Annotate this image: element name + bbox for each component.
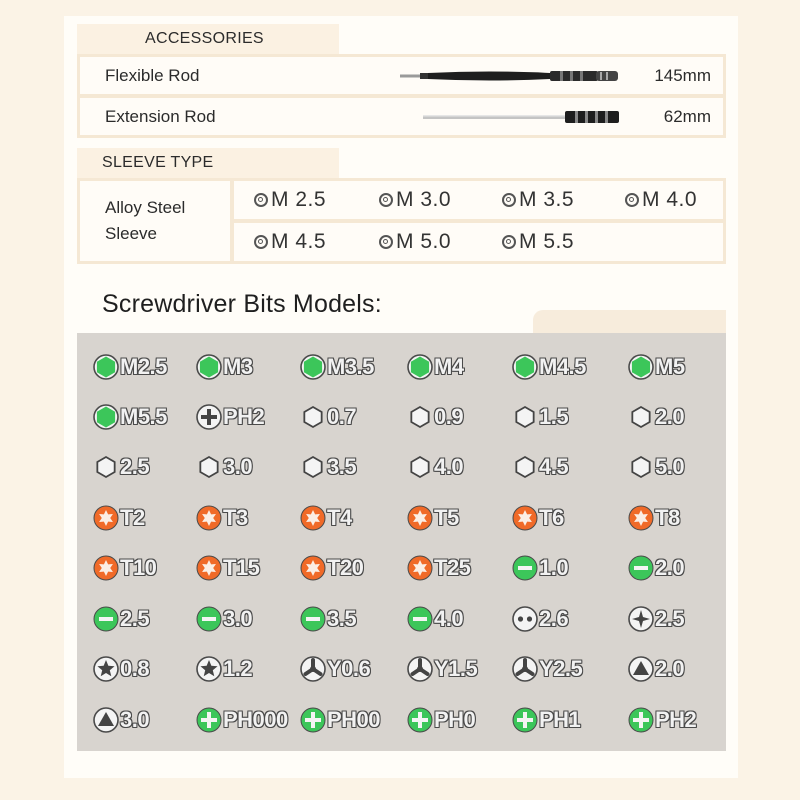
sleeve-size-label: M 5.0 (396, 230, 452, 253)
hex-outline-icon (300, 404, 326, 430)
bit-item (196, 498, 248, 538)
sleeve-size-item (625, 188, 697, 212)
bit-item (512, 397, 568, 437)
hex-outline-icon (407, 454, 433, 480)
bit-item (512, 649, 582, 689)
hex-outline-icon (512, 404, 538, 430)
bits-heading: Screwdriver Bits Models: (102, 290, 382, 318)
bit-label: T2 (120, 505, 145, 530)
bit-item (196, 599, 252, 639)
torx-orange-icon (300, 505, 326, 531)
extension-rod-size: 62mm (663, 106, 711, 126)
bit-label: 2.5 (655, 606, 685, 631)
bit-item (300, 498, 352, 538)
sleeve-size-label: M 5.5 (519, 230, 575, 253)
bit-label: T4 (327, 505, 352, 530)
bit-item (196, 548, 259, 588)
bits-grid (77, 333, 726, 751)
sleeve-panel (77, 178, 726, 264)
hex-green-icon (196, 354, 222, 380)
hex-outline-icon (512, 454, 538, 480)
bit-item (512, 599, 568, 639)
bit-item (628, 498, 680, 538)
bit-item (628, 347, 685, 387)
bit-item (300, 347, 374, 387)
sleeve-size-item (379, 230, 451, 254)
bit-label: Y2.5 (539, 656, 583, 681)
bit-label: 3.0 (223, 606, 253, 631)
bit-label: 0.9 (434, 404, 464, 429)
bit-item (407, 548, 470, 588)
pentalobe-icon (93, 656, 119, 682)
sleeve-type-title: SLEEVE TYPE (77, 148, 339, 178)
bit-label: 0.8 (120, 656, 150, 681)
flexible-rod-image (400, 66, 620, 86)
bit-item (628, 599, 684, 639)
spanner-icon (512, 606, 538, 632)
bit-label: 2.5 (120, 454, 150, 479)
slot-green-icon (196, 606, 222, 632)
bit-item (407, 447, 463, 487)
bit-item (93, 347, 167, 387)
extension-rod-label: Extension Rod (105, 106, 216, 126)
sleeve-size-label: M 2.5 (271, 188, 327, 211)
bit-item (93, 649, 149, 689)
flexible-rod-label: Flexible Rod (105, 65, 200, 85)
torx-orange-icon (628, 505, 654, 531)
slot-green-icon (628, 555, 654, 581)
torx-orange-icon (196, 505, 222, 531)
flexible-rod-size: 145mm (654, 65, 711, 85)
sleeve-size-label: M 3.5 (519, 188, 575, 211)
bit-label: T3 (223, 505, 248, 530)
hex-outline-icon (196, 454, 222, 480)
sleeve-size-label: M 4.5 (271, 230, 327, 253)
sleeve-label-line2: Sleeve (105, 224, 157, 243)
bit-label: M5.5 (120, 404, 167, 429)
bit-label: 3.5 (327, 454, 357, 479)
cross-point-icon (628, 606, 654, 632)
bit-label: Y1.5 (434, 656, 478, 681)
sleeve-ring-icon (254, 193, 268, 207)
extension-rod-row (80, 98, 723, 135)
triangle-icon (93, 707, 119, 733)
bit-item (407, 700, 475, 740)
bit-item (196, 700, 288, 740)
bit-item (512, 347, 586, 387)
torx-orange-icon (407, 505, 433, 531)
slot-green-icon (93, 606, 119, 632)
bit-item (300, 447, 356, 487)
bit-item (628, 649, 684, 689)
bit-item (93, 548, 156, 588)
bit-label: 4.5 (539, 454, 569, 479)
sleeve-size-item (502, 230, 574, 254)
sleeve-ring-icon (502, 193, 516, 207)
bit-label: 3.0 (120, 707, 150, 732)
phillips-white-icon (196, 404, 222, 430)
triangle-icon (628, 656, 654, 682)
sleeve-size-item (502, 188, 574, 212)
bit-label: 3.0 (223, 454, 253, 479)
bit-label: M3.5 (327, 354, 374, 379)
bit-item (196, 649, 252, 689)
bit-item (628, 700, 696, 740)
bit-item (512, 700, 580, 740)
phillips-green-icon (300, 707, 326, 733)
bit-item (407, 649, 477, 689)
bit-label: T10 (120, 555, 157, 580)
bit-label: 5.0 (655, 454, 685, 479)
sleeve-ring-icon (379, 193, 393, 207)
bit-item (93, 599, 149, 639)
bit-label: T5 (434, 505, 459, 530)
bit-label: PH00 (327, 707, 381, 732)
sleeve-size-label: M 3.0 (396, 188, 452, 211)
bit-label: T15 (223, 555, 260, 580)
bit-label: 4.0 (434, 606, 464, 631)
sleeve-label-cell (80, 181, 230, 261)
bit-item (300, 700, 380, 740)
bit-item (93, 447, 149, 487)
bit-label: M5 (655, 354, 685, 379)
hex-green-icon (407, 354, 433, 380)
tri-wing-icon (300, 656, 326, 682)
bit-item (512, 498, 564, 538)
bit-label: 0.7 (327, 404, 357, 429)
bit-label: T6 (539, 505, 564, 530)
bit-label: 2.6 (539, 606, 569, 631)
torx-orange-icon (512, 505, 538, 531)
torx-orange-icon (196, 555, 222, 581)
tri-wing-icon (407, 656, 433, 682)
bit-label: 2.0 (655, 404, 685, 429)
hex-green-icon (93, 404, 119, 430)
bit-item (93, 498, 145, 538)
bit-item (196, 347, 253, 387)
hex-green-icon (300, 354, 326, 380)
sleeve-size-label: M 4.0 (642, 188, 698, 211)
hex-green-icon (512, 354, 538, 380)
hex-green-icon (93, 354, 119, 380)
bit-label: PH000 (223, 707, 288, 732)
hex-outline-icon (93, 454, 119, 480)
bit-label: M4 (434, 354, 464, 379)
sleeve-label-line1: Alloy Steel (105, 198, 186, 217)
bit-item (300, 397, 356, 437)
bit-item (407, 347, 464, 387)
bit-item (196, 447, 252, 487)
bit-label: 3.5 (327, 606, 357, 631)
sleeve-ring-icon (379, 235, 393, 249)
extension-rod-image (423, 109, 623, 125)
bit-item (300, 548, 363, 588)
bit-item (628, 397, 684, 437)
hex-outline-icon (300, 454, 326, 480)
bit-label: T20 (327, 555, 364, 580)
torx-orange-icon (93, 555, 119, 581)
slot-green-icon (512, 555, 538, 581)
flexible-rod-row (80, 57, 723, 94)
slot-green-icon (300, 606, 326, 632)
bit-item (407, 599, 463, 639)
torx-orange-icon (93, 505, 119, 531)
torx-orange-icon (300, 555, 326, 581)
bit-label: M2.5 (120, 354, 167, 379)
bit-label: T25 (434, 555, 471, 580)
phillips-green-icon (407, 707, 433, 733)
bit-label: M3 (223, 354, 253, 379)
bit-item (512, 548, 568, 588)
bit-label: PH2 (655, 707, 697, 732)
bit-label: 1.2 (223, 656, 253, 681)
bit-item (300, 649, 370, 689)
bit-item (407, 397, 463, 437)
sleeve-ring-icon (254, 235, 268, 249)
bit-item (628, 548, 684, 588)
bit-label: T8 (655, 505, 680, 530)
slot-green-icon (407, 606, 433, 632)
sleeve-size-item (254, 188, 326, 212)
hex-outline-icon (628, 454, 654, 480)
hex-outline-icon (628, 404, 654, 430)
bit-label: 2.5 (120, 606, 150, 631)
hex-outline-icon (407, 404, 433, 430)
pentalobe-icon (196, 656, 222, 682)
hex-green-icon (628, 354, 654, 380)
bit-item (628, 447, 684, 487)
bit-label: 2.0 (655, 555, 685, 580)
bit-item (196, 397, 264, 437)
bit-item (300, 599, 356, 639)
bit-label: 1.5 (539, 404, 569, 429)
bit-label: PH2 (223, 404, 265, 429)
bit-label: PH1 (539, 707, 581, 732)
accessories-title: ACCESSORIES (77, 24, 339, 54)
sleeve-ring-icon (502, 235, 516, 249)
bit-item (93, 700, 149, 740)
phillips-green-icon (628, 707, 654, 733)
bit-item (512, 447, 568, 487)
sleeve-ring-icon (625, 193, 639, 207)
accessories-panel (77, 54, 726, 138)
bit-item (407, 498, 459, 538)
tri-wing-icon (512, 656, 538, 682)
bit-label: 1.0 (539, 555, 569, 580)
bit-label: PH0 (434, 707, 476, 732)
sleeve-size-item (254, 230, 326, 254)
bit-label: Y0.6 (327, 656, 371, 681)
bit-item (93, 397, 167, 437)
phillips-green-icon (196, 707, 222, 733)
torx-orange-icon (407, 555, 433, 581)
sleeve-size-item (379, 188, 451, 212)
bit-label: 2.0 (655, 656, 685, 681)
phillips-green-icon (512, 707, 538, 733)
bit-label: M4.5 (539, 354, 586, 379)
bit-label: 4.0 (434, 454, 464, 479)
